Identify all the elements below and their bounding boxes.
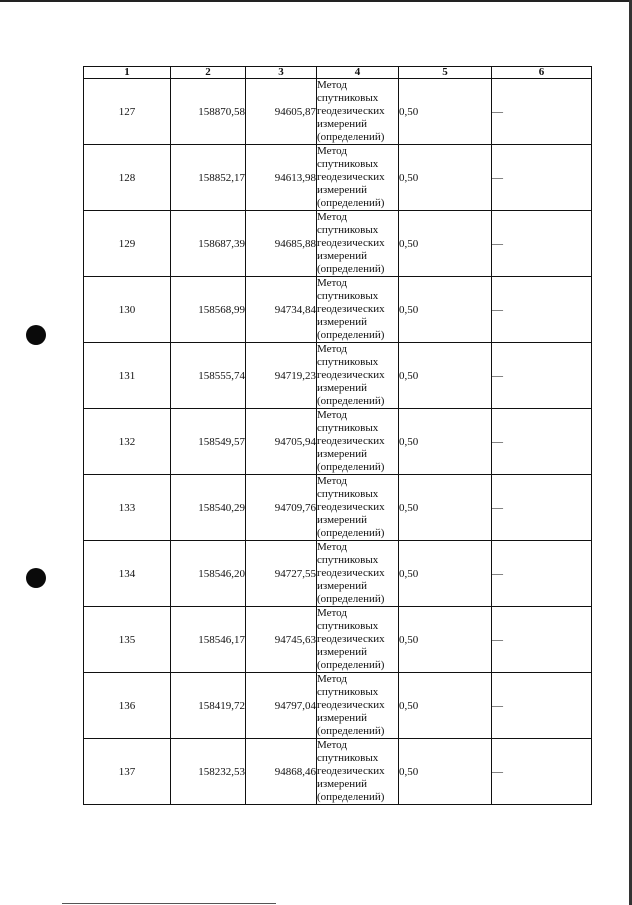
method-text-line: спутниковых	[317, 752, 379, 764]
method-text-line: измерений	[317, 448, 367, 460]
method-text-line: спутниковых	[317, 554, 379, 566]
note-cell: —	[492, 475, 592, 541]
accuracy-cell: 0,50	[399, 343, 492, 409]
column-header-6: 6	[492, 67, 592, 79]
method-cell	[317, 541, 399, 607]
point-number-cell: 129	[84, 211, 171, 277]
method-text-line: (определений)	[317, 263, 385, 275]
method-text-line: спутниковых	[317, 620, 379, 632]
point-number-cell: 133	[84, 475, 171, 541]
accuracy-cell: 0,50	[399, 409, 492, 475]
note-cell: —	[492, 343, 592, 409]
y-coordinate-cell: 94613,98	[246, 145, 317, 211]
method-text-line: измерений	[317, 646, 367, 658]
method-cell	[317, 343, 399, 409]
y-coordinate-cell: 94745,63	[246, 607, 317, 673]
method-text-line: Метод	[317, 145, 347, 157]
method-text-line: (определений)	[317, 395, 385, 407]
x-coordinate-cell: 158852,17	[171, 145, 246, 211]
method-text-line: спутниковых	[317, 488, 379, 500]
y-coordinate-cell: 94797,04	[246, 673, 317, 739]
accuracy-cell: 0,50	[399, 739, 492, 805]
punch-hole	[26, 325, 46, 345]
x-coordinate-cell: 158232,53	[171, 739, 246, 805]
accuracy-cell: 0,50	[399, 145, 492, 211]
method-text-line: геодезических	[317, 699, 385, 711]
table-header-row	[84, 67, 592, 79]
method-cell	[317, 739, 399, 805]
method-text-line: спутниковых	[317, 158, 379, 170]
method-text-line: геодезических	[317, 765, 385, 777]
method-text-line: Метод	[317, 739, 347, 751]
method-text-line: Метод	[317, 409, 347, 421]
table-row	[84, 607, 592, 673]
accuracy-cell: 0,50	[399, 607, 492, 673]
y-coordinate-cell: 94868,46	[246, 739, 317, 805]
method-text-line: геодезических	[317, 105, 385, 117]
column-header-2: 2	[171, 67, 246, 79]
x-coordinate-cell: 158870,58	[171, 79, 246, 145]
method-text-line: спутниковых	[317, 290, 379, 302]
method-text-line: Метод	[317, 475, 347, 487]
method-text-line: геодезических	[317, 633, 385, 645]
table-row	[84, 541, 592, 607]
method-text-line: (определений)	[317, 461, 385, 473]
y-coordinate-cell: 94605,87	[246, 79, 317, 145]
point-number-cell: 137	[84, 739, 171, 805]
table-row	[84, 409, 592, 475]
method-text-line: спутниковых	[317, 422, 379, 434]
table-row	[84, 739, 592, 805]
method-text-line: Метод	[317, 607, 347, 619]
method-text-line: геодезических	[317, 171, 385, 183]
table-body	[84, 79, 592, 805]
x-coordinate-cell: 158546,17	[171, 607, 246, 673]
x-coordinate-cell: 158549,57	[171, 409, 246, 475]
method-text-line: измерений	[317, 778, 367, 790]
method-text-line: спутниковых	[317, 356, 379, 368]
x-coordinate-cell: 158540,29	[171, 475, 246, 541]
accuracy-cell: 0,50	[399, 673, 492, 739]
point-number-cell: 128	[84, 145, 171, 211]
method-text-line: измерений	[317, 316, 367, 328]
y-coordinate-cell: 94705,94	[246, 409, 317, 475]
method-cell	[317, 277, 399, 343]
point-number-cell: 136	[84, 673, 171, 739]
x-coordinate-cell: 158546,20	[171, 541, 246, 607]
table-row	[84, 211, 592, 277]
point-number-cell: 131	[84, 343, 171, 409]
column-header-1: 1	[84, 67, 171, 79]
column-header-5: 5	[399, 67, 492, 79]
point-number-cell: 127	[84, 79, 171, 145]
method-cell	[317, 409, 399, 475]
method-text-line: (определений)	[317, 593, 385, 605]
note-cell: —	[492, 541, 592, 607]
method-cell	[317, 607, 399, 673]
method-text-line: измерений	[317, 580, 367, 592]
method-text-line: спутниковых	[317, 686, 379, 698]
method-text-line: Метод	[317, 673, 347, 685]
method-text-line: геодезических	[317, 303, 385, 315]
method-cell	[317, 475, 399, 541]
method-text-line: геодезических	[317, 369, 385, 381]
method-text-line: спутниковых	[317, 92, 379, 104]
method-text-line: (определений)	[317, 725, 385, 737]
point-number-cell: 130	[84, 277, 171, 343]
method-text-line: (определений)	[317, 659, 385, 671]
accuracy-cell: 0,50	[399, 475, 492, 541]
x-coordinate-cell: 158555,74	[171, 343, 246, 409]
column-header-3: 3	[246, 67, 317, 79]
x-coordinate-cell: 158568,99	[171, 277, 246, 343]
point-number-cell: 134	[84, 541, 171, 607]
method-text-line: измерений	[317, 382, 367, 394]
note-cell: —	[492, 739, 592, 805]
note-cell: —	[492, 409, 592, 475]
method-text-line: Метод	[317, 343, 347, 355]
point-number-cell: 132	[84, 409, 171, 475]
y-coordinate-cell: 94734,84	[246, 277, 317, 343]
method-text-line: Метод	[317, 277, 347, 289]
method-text-line: (определений)	[317, 329, 385, 341]
note-cell: —	[492, 211, 592, 277]
punch-hole	[26, 568, 46, 588]
method-text-line: измерений	[317, 184, 367, 196]
method-text-line: измерений	[317, 118, 367, 130]
point-number-cell: 135	[84, 607, 171, 673]
method-text-line: геодезических	[317, 435, 385, 447]
method-text-line: Метод	[317, 211, 347, 223]
table-row	[84, 673, 592, 739]
method-cell	[317, 145, 399, 211]
method-text-line: (определений)	[317, 791, 385, 803]
method-cell	[317, 673, 399, 739]
table-row	[84, 145, 592, 211]
method-text-line: (определений)	[317, 131, 385, 143]
method-text-line: геодезических	[317, 501, 385, 513]
table-row	[84, 343, 592, 409]
accuracy-cell: 0,50	[399, 79, 492, 145]
method-text-line: измерений	[317, 250, 367, 262]
table-row	[84, 277, 592, 343]
method-cell	[317, 79, 399, 145]
method-text-line: Метод	[317, 541, 347, 553]
method-text-line: спутниковых	[317, 224, 379, 236]
table-row	[84, 79, 592, 145]
method-text-line: геодезических	[317, 237, 385, 249]
accuracy-cell: 0,50	[399, 541, 492, 607]
note-cell: —	[492, 277, 592, 343]
note-cell: —	[492, 673, 592, 739]
bottom-rule	[62, 903, 276, 904]
y-coordinate-cell: 94685,88	[246, 211, 317, 277]
coordinates-table	[83, 66, 592, 805]
note-cell: —	[492, 145, 592, 211]
method-cell	[317, 211, 399, 277]
method-text-line: измерений	[317, 712, 367, 724]
x-coordinate-cell: 158419,72	[171, 673, 246, 739]
x-coordinate-cell: 158687,39	[171, 211, 246, 277]
scan-top-edge	[0, 0, 632, 2]
accuracy-cell: 0,50	[399, 211, 492, 277]
table-row	[84, 475, 592, 541]
method-text-line: геодезических	[317, 567, 385, 579]
y-coordinate-cell: 94709,76	[246, 475, 317, 541]
column-header-4: 4	[317, 67, 399, 79]
y-coordinate-cell: 94727,55	[246, 541, 317, 607]
method-text-line: (определений)	[317, 527, 385, 539]
method-text-line: измерений	[317, 514, 367, 526]
note-cell: —	[492, 607, 592, 673]
method-text-line: Метод	[317, 79, 347, 91]
accuracy-cell: 0,50	[399, 277, 492, 343]
note-cell: —	[492, 79, 592, 145]
y-coordinate-cell: 94719,23	[246, 343, 317, 409]
method-text-line: (определений)	[317, 197, 385, 209]
